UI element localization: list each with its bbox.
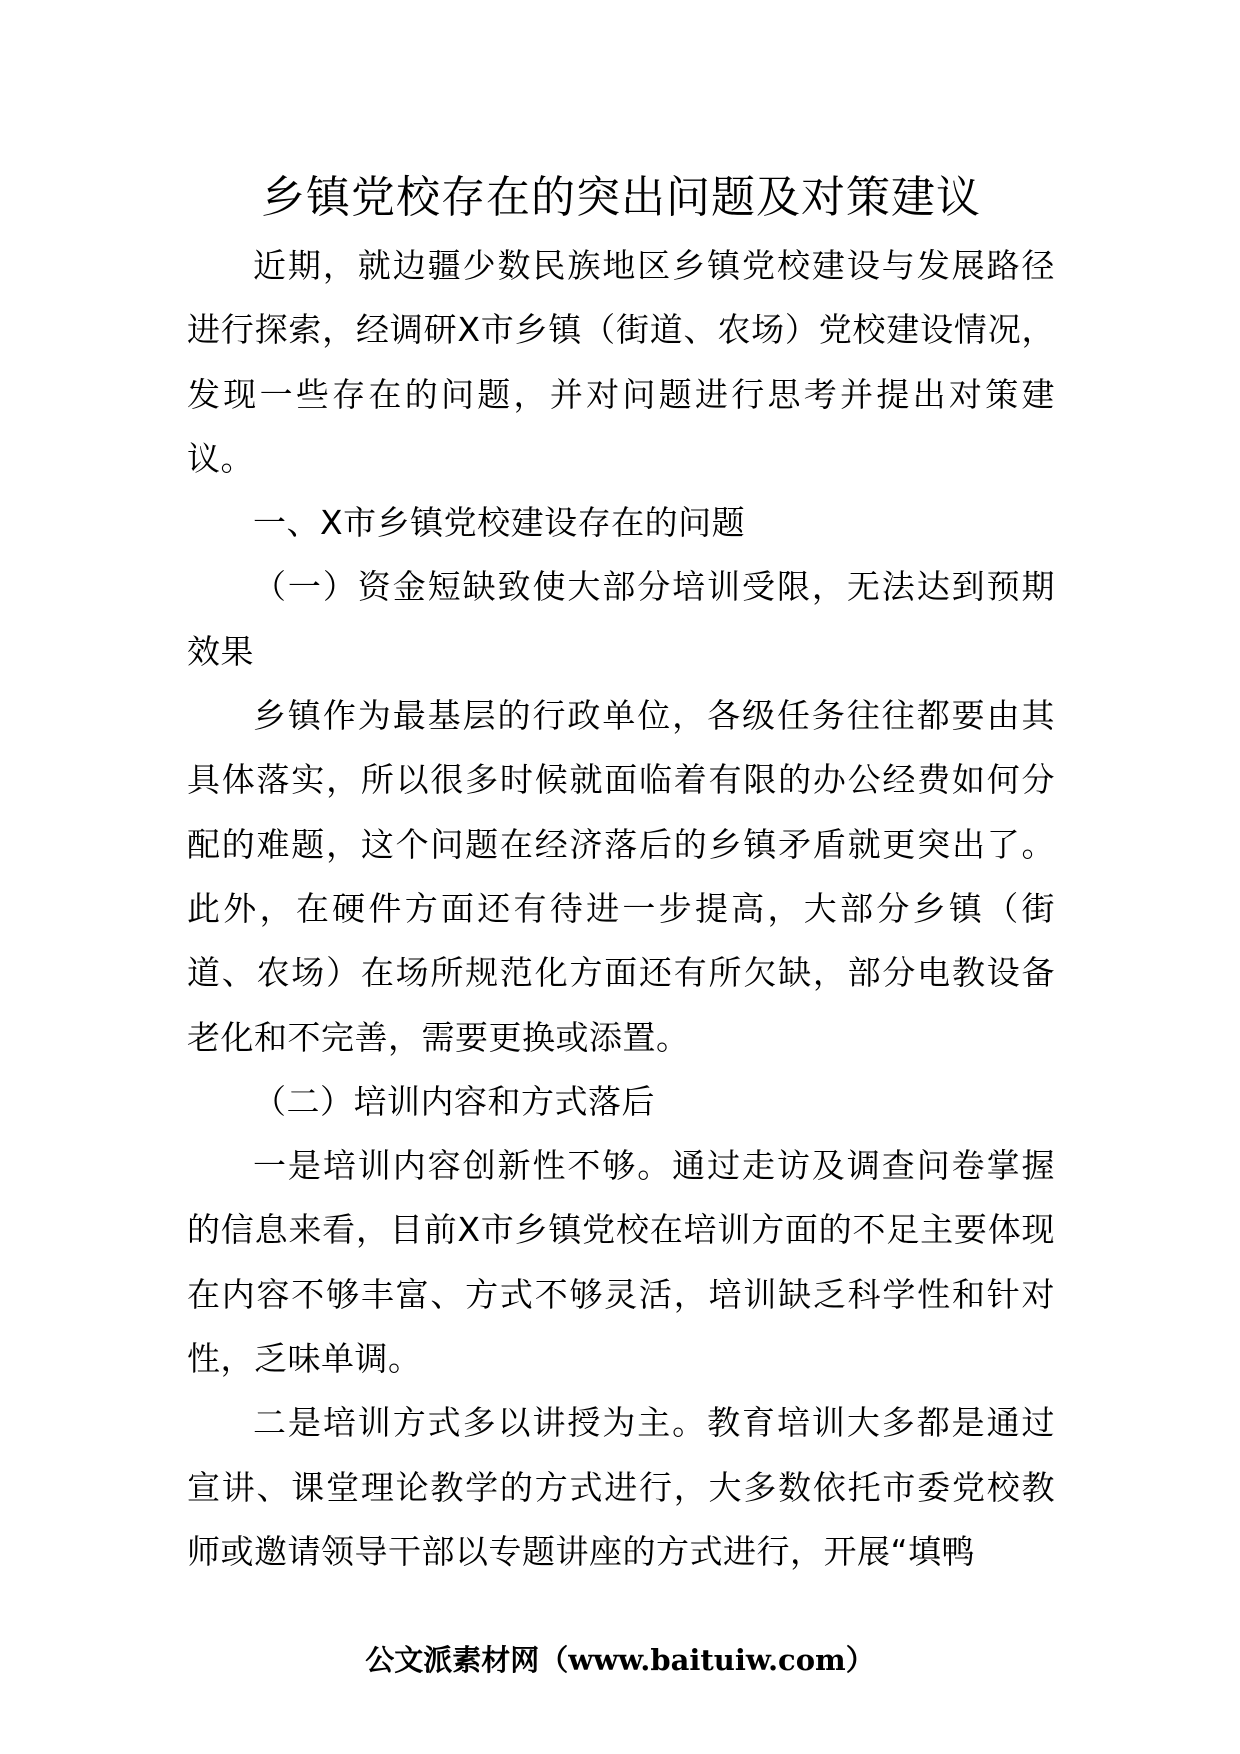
- section-heading-1: 一、X市乡镇党校建设存在的问题: [253, 503, 746, 543]
- paragraph-intro: 近期，就边疆少数民族地区乡镇党校建设与发展路径进行探索，经调研X市乡镇（街道、农场）党校建设情况，发现一些存在的问题，并对问题进行思考并提出对策建议。: [187, 246, 1055, 478]
- paragraph-content-innovation: 一是培训内容创新性不够。通过走访及调查问卷掌握的信息来看，目前X市乡镇党校在培训方面的不足主要体现在内容不够丰富、方式不够灵活，培训缺乏科学性和针对性，乏味单调。: [187, 1146, 1055, 1379]
- document-page: [187, 168, 1055, 1584]
- subsection-heading-1: （一）资金短缺致使大部分培训受限，无法达到预期效果: [187, 567, 1055, 671]
- subsection-heading-2: （二）培训内容和方式落后: [253, 1081, 655, 1121]
- paragraph-training-method: 二是培训方式多以讲授为主。教育培训大多都是通过宣讲、课堂理论教学的方式进行，大多数依托市委党校教师或邀请领导干部以专题讲座的方式进行，开展“填鸭: [187, 1403, 1055, 1571]
- paragraph-funding: 乡镇作为最基层的行政单位，各级任务往往都要由其具体落实，所以很多时候就面临着有限的办公经费如何分配的难题，这个问题在经济落后的乡镇矛盾就更突出了。此外，在硬件方面还有待进一步提高，大部分乡镇（街道、农场）在场所规范化方面还有所欠缺，部分电教设备老化和不完善，需要更换或添置。: [187, 696, 1055, 1057]
- document-title: 乡镇党校存在的突出问题及对策建议: [261, 172, 981, 223]
- footer-watermark: 公文派素材网（www.baituiw.com）: [365, 1643, 875, 1677]
